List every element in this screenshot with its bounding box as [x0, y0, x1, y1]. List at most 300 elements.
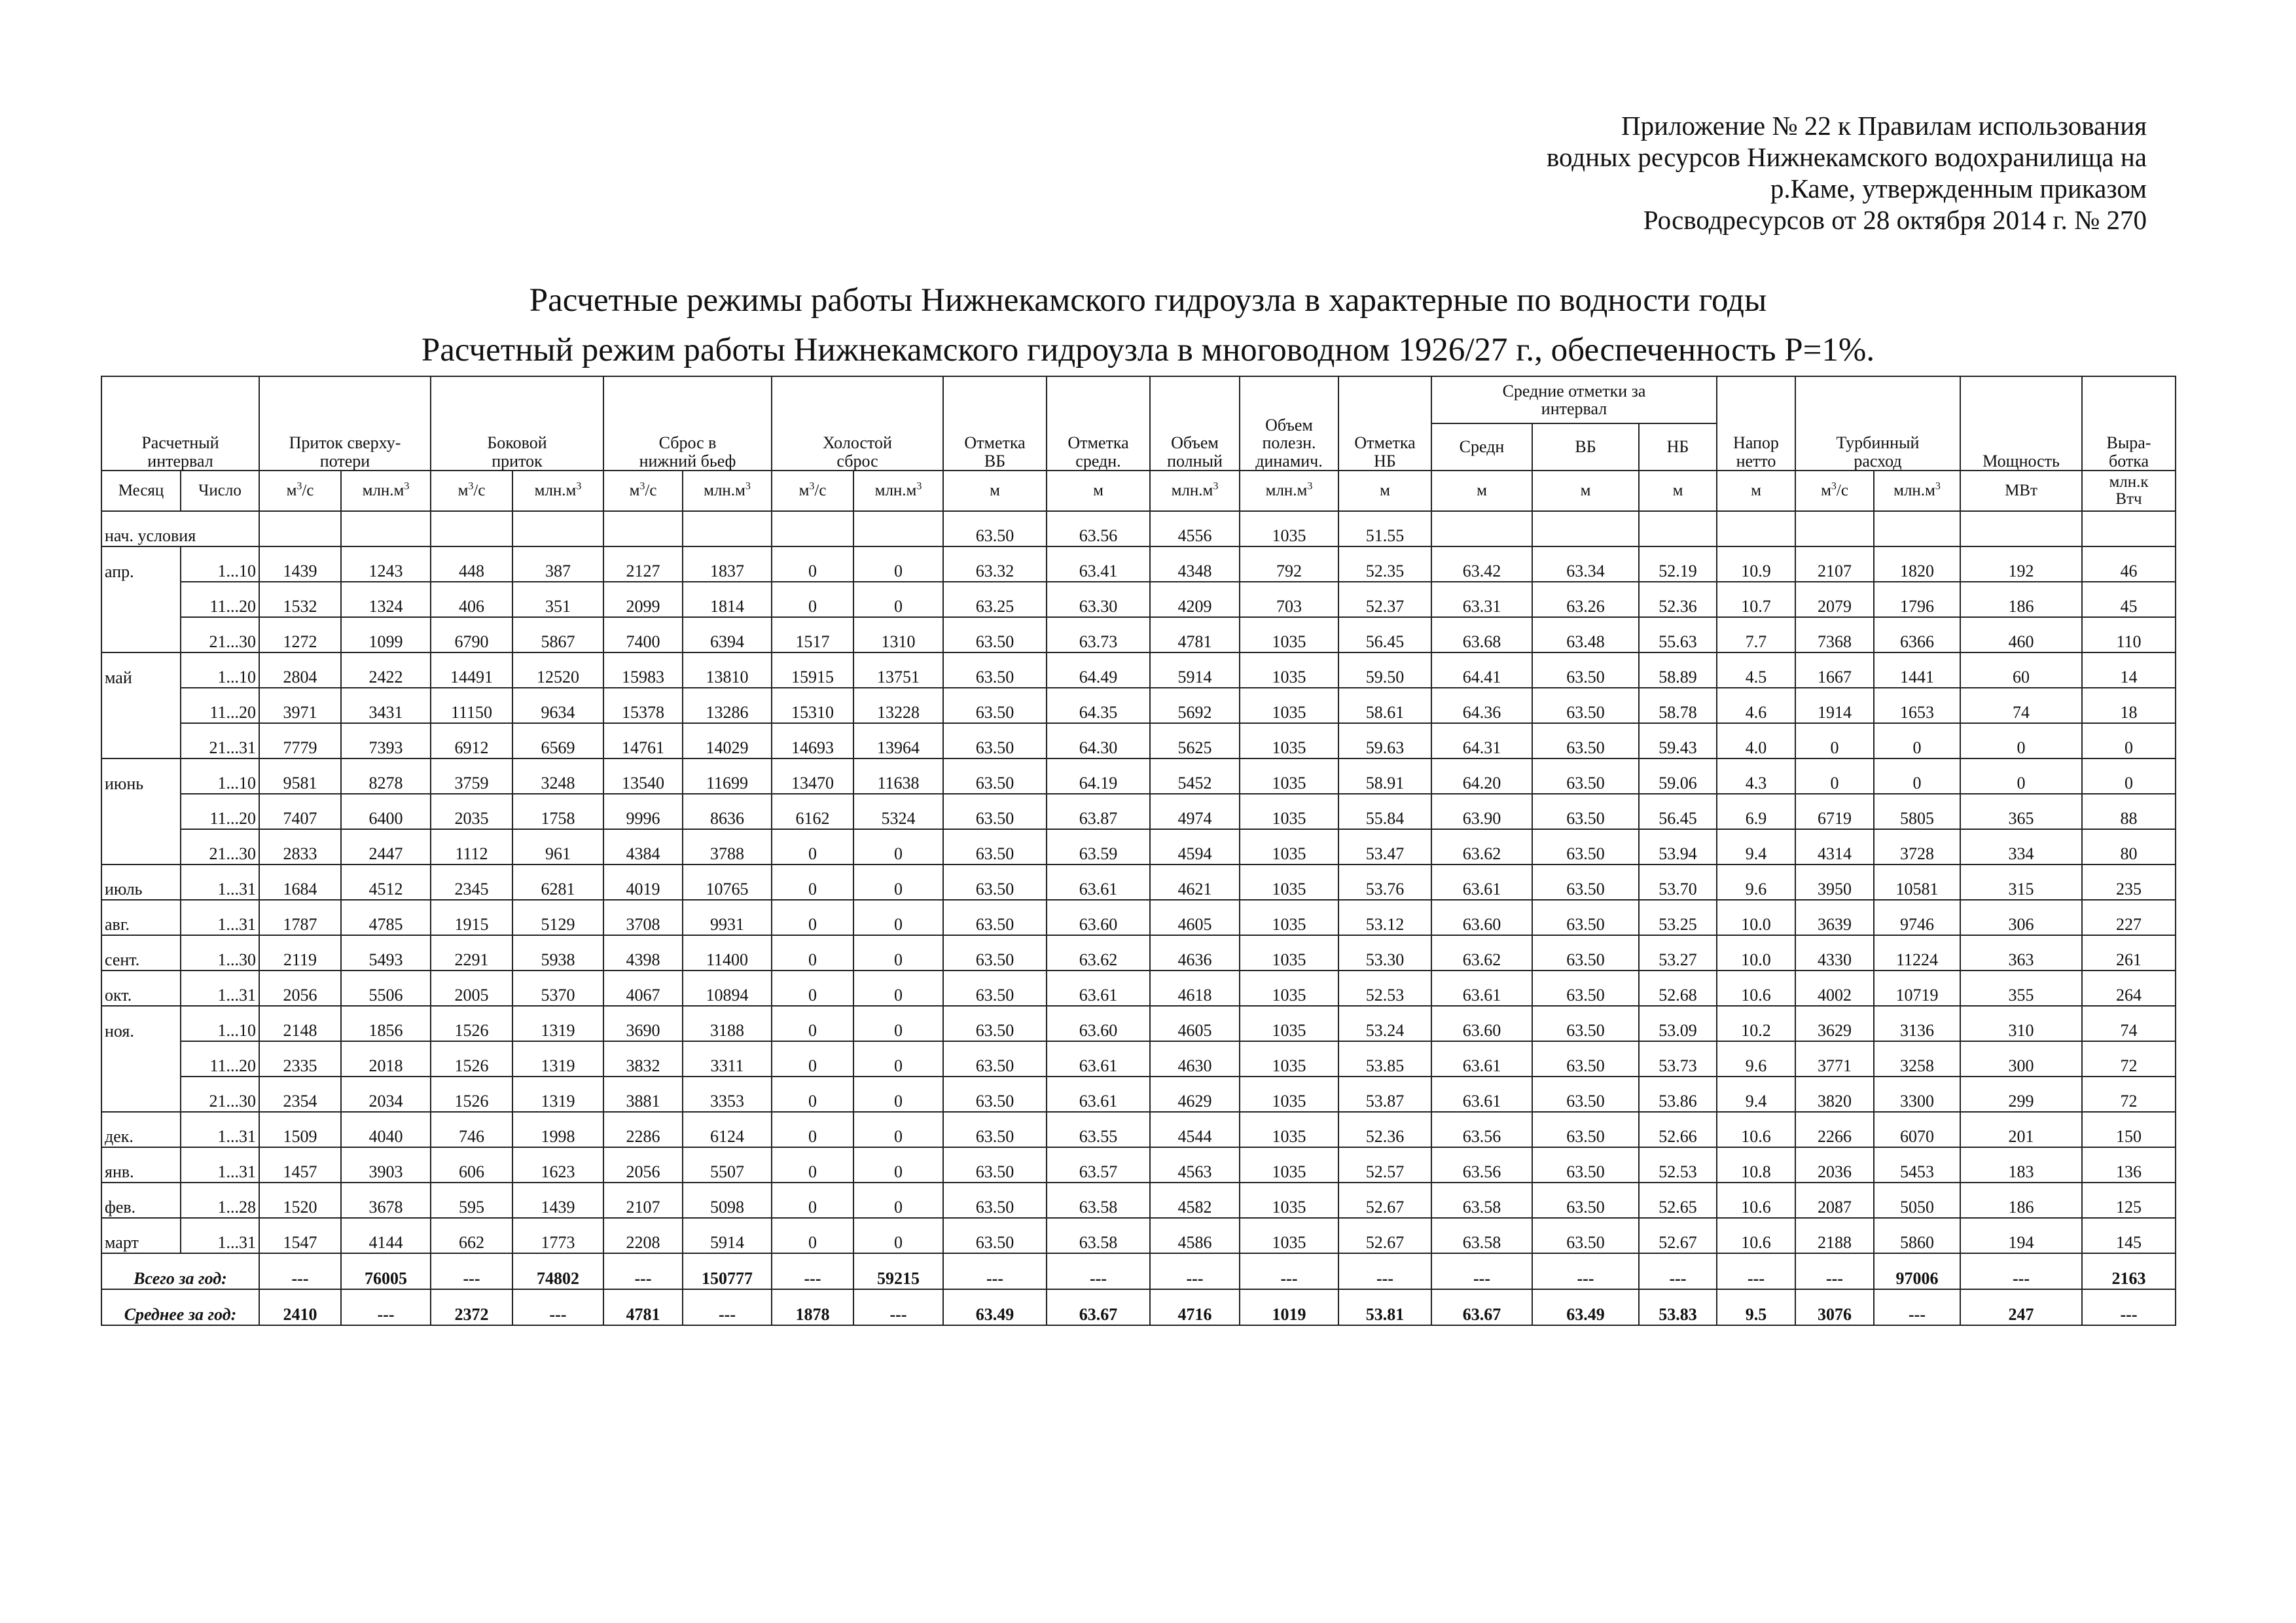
table-row — [101, 1147, 2176, 1183]
value-cell: 13751 — [853, 652, 943, 688]
value-cell: 3311 — [683, 1041, 772, 1077]
value-cell: 6.9 — [1717, 794, 1795, 829]
value-cell: 60 — [1960, 652, 2082, 688]
day-cell: 1...10 — [181, 546, 259, 582]
value-cell: 63.67 — [1431, 1289, 1532, 1325]
value-cell: --- — [1532, 1253, 1639, 1289]
value-cell: 10.0 — [1717, 935, 1795, 971]
value-cell: 334 — [1960, 829, 2082, 865]
value-cell: 64.20 — [1431, 758, 1532, 794]
value-cell: 4144 — [341, 1218, 431, 1253]
month-cell — [101, 829, 181, 865]
value-cell: 1439 — [259, 546, 341, 582]
value-cell: 64.35 — [1047, 688, 1150, 723]
month-cell — [101, 1077, 181, 1112]
table-row — [101, 829, 2176, 865]
value-cell: 53.30 — [1338, 935, 1431, 971]
value-cell: 63.62 — [1431, 829, 1532, 865]
value-cell: 52.67 — [1639, 1218, 1717, 1253]
value-cell: 12520 — [512, 652, 603, 688]
value-cell: 2148 — [259, 1006, 341, 1041]
value-cell: 9.6 — [1717, 865, 1795, 900]
value-cell: 3678 — [341, 1183, 431, 1218]
header-head: Напор нетто — [1717, 376, 1795, 471]
value-cell: 63.59 — [1047, 829, 1150, 865]
value-cell: 1532 — [259, 582, 341, 617]
value-cell: 5507 — [683, 1147, 772, 1183]
value-cell: 63.58 — [1431, 1183, 1532, 1218]
header-idle: Холостой сброс — [772, 376, 943, 471]
value-cell: 3639 — [1795, 900, 1874, 935]
value-cell: --- — [1431, 1253, 1532, 1289]
value-cell: 3136 — [1874, 1006, 1960, 1041]
value-cell: 45 — [2082, 582, 2176, 617]
value-cell: 63.61 — [1047, 865, 1150, 900]
value-cell: 52.66 — [1639, 1112, 1717, 1147]
value-cell: 63.50 — [1532, 1218, 1639, 1253]
unit-cell: $млн.м^3$ — [853, 471, 943, 511]
value-cell: 2335 — [259, 1041, 341, 1077]
value-cell: 4002 — [1795, 971, 1874, 1006]
value-cell: 13810 — [683, 652, 772, 688]
value-cell: 52.68 — [1639, 971, 1717, 1006]
month-cell: май — [101, 652, 181, 688]
value-cell: 64.36 — [1431, 688, 1532, 723]
value-cell: 6070 — [1874, 1112, 1960, 1147]
value-cell: 4618 — [1150, 971, 1240, 1006]
value-cell: 1310 — [853, 617, 943, 652]
value-cell: 63.26 — [1532, 582, 1639, 617]
value-cell: 1773 — [512, 1218, 603, 1253]
month-cell — [101, 582, 181, 617]
value-cell: 4781 — [603, 1289, 683, 1325]
table-row — [101, 900, 2176, 935]
value-cell: 1526 — [431, 1077, 512, 1112]
value-cell: 351 — [512, 582, 603, 617]
value-cell: 3903 — [341, 1147, 431, 1183]
value-cell: 55.84 — [1338, 794, 1431, 829]
value-cell: 2087 — [1795, 1183, 1874, 1218]
value-cell: 63.50 — [1532, 1041, 1639, 1077]
table-row — [101, 794, 2176, 829]
value-cell: 53.87 — [1338, 1077, 1431, 1112]
value-cell: --- — [1717, 1253, 1795, 1289]
value-cell: 0 — [853, 865, 943, 900]
value-cell: 1856 — [341, 1006, 431, 1041]
value-cell: 150777 — [683, 1253, 772, 1289]
document-subtitle: Расчетный режим работы Нижнекамского гидроузла в многоводном 1926/27 г., обеспеченность Р=1%. — [421, 332, 1875, 368]
value-cell: 53.83 — [1639, 1289, 1717, 1325]
value-cell: 53.47 — [1338, 829, 1431, 865]
header-mark-nb: Отметка НБ — [1338, 376, 1431, 471]
value-cell: --- — [1240, 1253, 1338, 1289]
table-row — [101, 546, 2176, 582]
value-cell: 63.50 — [943, 1218, 1047, 1253]
value-cell: 0 — [772, 1147, 853, 1183]
value-cell: 5324 — [853, 794, 943, 829]
value-cell: 3820 — [1795, 1077, 1874, 1112]
value-cell: 52.57 — [1338, 1147, 1431, 1183]
value-cell: 63.50 — [1532, 1006, 1639, 1041]
header-turbine: Турбинный расход — [1795, 376, 1960, 471]
value-cell: 2056 — [603, 1147, 683, 1183]
total-row-label: Всего за год: — [101, 1253, 259, 1289]
month-cell — [101, 723, 181, 758]
value-cell: 63.50 — [1532, 829, 1639, 865]
value-cell: --- — [1795, 1253, 1874, 1289]
value-cell: 6400 — [341, 794, 431, 829]
value-cell: 74 — [1960, 688, 2082, 723]
value-cell: 46 — [2082, 546, 2176, 582]
value-cell: 7368 — [1795, 617, 1874, 652]
total-row — [101, 1253, 2176, 1289]
value-cell: 10.0 — [1717, 900, 1795, 935]
value-cell: 58.89 — [1639, 652, 1717, 688]
value-cell: --- — [1874, 1289, 1960, 1325]
value-cell: 63.50 — [943, 723, 1047, 758]
value-cell: 1035 — [1240, 1112, 1338, 1147]
value-cell: 1035 — [1240, 1183, 1338, 1218]
day-cell: 1...10 — [181, 1006, 259, 1041]
table-row — [101, 971, 2176, 1006]
value-cell: 58.61 — [1338, 688, 1431, 723]
value-cell: 80 — [2082, 829, 2176, 865]
value-cell: 2410 — [259, 1289, 341, 1325]
initial-avg: 63.56 — [1047, 511, 1150, 546]
value-cell: 2034 — [341, 1077, 431, 1112]
value-cell: 606 — [431, 1147, 512, 1183]
table-row — [101, 1218, 2176, 1253]
value-cell: 7400 — [603, 617, 683, 652]
value-cell: 4785 — [341, 900, 431, 935]
header-lateral: Боковой приток — [431, 376, 603, 471]
value-cell: 0 — [772, 546, 853, 582]
table-row — [101, 652, 2176, 688]
value-cell: 1035 — [1240, 935, 1338, 971]
value-cell: 0 — [1795, 723, 1874, 758]
value-cell: 1758 — [512, 794, 603, 829]
value-cell: 63.50 — [1532, 1183, 1639, 1218]
value-cell: 7.7 — [1717, 617, 1795, 652]
day-cell: 1...10 — [181, 758, 259, 794]
value-cell: 63.41 — [1047, 546, 1150, 582]
value-cell: 3728 — [1874, 829, 1960, 865]
value-cell: 10894 — [683, 971, 772, 1006]
month-cell: окт. — [101, 971, 181, 1006]
value-cell: 13228 — [853, 688, 943, 723]
month-cell: сент. — [101, 935, 181, 971]
value-cell: 3832 — [603, 1041, 683, 1077]
value-cell: 11150 — [431, 688, 512, 723]
value-cell: --- — [1960, 1253, 2082, 1289]
unit-cell: м — [1338, 471, 1431, 511]
value-cell: 4348 — [1150, 546, 1240, 582]
value-cell: 14693 — [772, 723, 853, 758]
value-cell: 63.31 — [1431, 582, 1532, 617]
month-cell — [101, 794, 181, 829]
value-cell: 13470 — [772, 758, 853, 794]
header-power: Мощность — [1960, 376, 2082, 471]
value-cell: --- — [259, 1253, 341, 1289]
value-cell: 63.50 — [943, 652, 1047, 688]
value-cell: 2208 — [603, 1218, 683, 1253]
month-cell: март — [101, 1218, 181, 1253]
value-cell: 6719 — [1795, 794, 1874, 829]
value-cell: 63.50 — [1532, 758, 1639, 794]
value-cell: 1526 — [431, 1041, 512, 1077]
value-cell: 63.50 — [943, 1041, 1047, 1077]
value-cell: 0 — [1960, 723, 2082, 758]
value-cell: 0 — [772, 1183, 853, 1218]
value-cell: 64.41 — [1431, 652, 1532, 688]
value-cell: 59.50 — [1338, 652, 1431, 688]
unit-cell: м — [1047, 471, 1150, 511]
value-cell: 13540 — [603, 758, 683, 794]
day-cell: 21...30 — [181, 617, 259, 652]
value-cell: 52.35 — [1338, 546, 1431, 582]
value-cell: 9.4 — [1717, 829, 1795, 865]
value-cell: 0 — [772, 1112, 853, 1147]
value-cell: 4636 — [1150, 935, 1240, 971]
value-cell: 1035 — [1240, 688, 1338, 723]
value-cell: 1035 — [1240, 794, 1338, 829]
value-cell: 4586 — [1150, 1218, 1240, 1253]
value-cell: 18 — [2082, 688, 2176, 723]
month-cell: дек. — [101, 1112, 181, 1147]
header-interval: Расчетный интервал — [101, 376, 259, 471]
value-cell: 7779 — [259, 723, 341, 758]
table-row — [101, 1041, 2176, 1077]
value-cell: 63.25 — [943, 582, 1047, 617]
document-title: Расчетные режимы работы Нижнекамского гидроузла в характерные по водности годы — [529, 282, 1767, 319]
value-cell: 63.50 — [1532, 794, 1639, 829]
table-row — [101, 1183, 2176, 1218]
value-cell: 63.68 — [1431, 617, 1532, 652]
value-cell: 1035 — [1240, 723, 1338, 758]
value-cell: 0 — [1874, 723, 1960, 758]
value-cell: 3629 — [1795, 1006, 1874, 1041]
value-cell: 4781 — [1150, 617, 1240, 652]
value-cell: 3788 — [683, 829, 772, 865]
value-cell: 1623 — [512, 1147, 603, 1183]
value-cell: 63.67 — [1047, 1289, 1150, 1325]
value-cell: 63.60 — [1047, 1006, 1150, 1041]
value-cell: 63.50 — [1532, 652, 1639, 688]
value-cell: 0 — [1960, 758, 2082, 794]
value-cell: 4209 — [1150, 582, 1240, 617]
value-cell: 7393 — [341, 723, 431, 758]
value-cell: 9.4 — [1717, 1077, 1795, 1112]
value-cell: 76005 — [341, 1253, 431, 1289]
value-cell: 363 — [1960, 935, 2082, 971]
value-cell: 150 — [2082, 1112, 2176, 1147]
value-cell: 1457 — [259, 1147, 341, 1183]
unit-cell: м — [1639, 471, 1717, 511]
value-cell: 1035 — [1240, 829, 1338, 865]
value-cell: 0 — [853, 1147, 943, 1183]
value-cell: 10.6 — [1717, 971, 1795, 1006]
value-cell: 63.62 — [1431, 935, 1532, 971]
header-inflow: Приток сверху- потери — [259, 376, 431, 471]
value-cell: 1035 — [1240, 1147, 1338, 1183]
initial-vb: 63.50 — [943, 511, 1047, 546]
month-cell — [101, 1041, 181, 1077]
value-cell: 6162 — [772, 794, 853, 829]
value-cell: 192 — [1960, 546, 2082, 582]
value-cell: 63.50 — [943, 1147, 1047, 1183]
value-cell: 63.61 — [1047, 971, 1150, 1006]
value-cell: 2266 — [1795, 1112, 1874, 1147]
value-cell: 6366 — [1874, 617, 1960, 652]
value-cell: 52.53 — [1639, 1147, 1717, 1183]
value-cell: 2447 — [341, 829, 431, 865]
value-cell: 0 — [2082, 723, 2176, 758]
day-cell: 1...31 — [181, 971, 259, 1006]
average-row — [101, 1289, 2176, 1325]
value-cell: 5805 — [1874, 794, 1960, 829]
initial-useful: 1035 — [1240, 511, 1338, 546]
value-cell: 56.45 — [1639, 794, 1717, 829]
month-cell: июнь — [101, 758, 181, 794]
value-cell: 1035 — [1240, 1077, 1338, 1112]
value-cell: 63.58 — [1047, 1218, 1150, 1253]
value-cell: 4.0 — [1717, 723, 1795, 758]
table-row — [101, 1112, 2176, 1147]
value-cell: 4563 — [1150, 1147, 1240, 1183]
value-cell: 63.87 — [1047, 794, 1150, 829]
value-cell: 59.06 — [1639, 758, 1717, 794]
value-cell: --- — [431, 1253, 512, 1289]
value-cell: 14491 — [431, 652, 512, 688]
value-cell: 0 — [772, 582, 853, 617]
value-cell: 3248 — [512, 758, 603, 794]
appendix-line-4: Росводресурсов от 28 октября 2014 г. № 270 — [1643, 205, 2147, 235]
value-cell: 310 — [1960, 1006, 2082, 1041]
value-cell: 0 — [772, 900, 853, 935]
value-cell: 792 — [1240, 546, 1338, 582]
value-cell: 1914 — [1795, 688, 1874, 723]
value-cell: 5914 — [683, 1218, 772, 1253]
value-cell: 63.50 — [1532, 1112, 1639, 1147]
value-cell: 4605 — [1150, 900, 1240, 935]
value-cell: 10765 — [683, 865, 772, 900]
unit-cell: $м^3/с$ — [1795, 471, 1874, 511]
value-cell: 0 — [853, 1183, 943, 1218]
value-cell: 2107 — [603, 1183, 683, 1218]
value-cell: 235 — [2082, 865, 2176, 900]
value-cell: 63.57 — [1047, 1147, 1150, 1183]
value-cell: 74 — [2082, 1006, 2176, 1041]
value-cell: 1520 — [259, 1183, 341, 1218]
value-cell: 58.78 — [1639, 688, 1717, 723]
value-cell: 74802 — [512, 1253, 603, 1289]
value-cell: 14029 — [683, 723, 772, 758]
value-cell: 3258 — [1874, 1041, 1960, 1077]
value-cell: 9746 — [1874, 900, 1960, 935]
value-cell: 3950 — [1795, 865, 1874, 900]
value-cell: 9931 — [683, 900, 772, 935]
value-cell: 63.61 — [1431, 971, 1532, 1006]
value-cell: 63.62 — [1047, 935, 1150, 971]
value-cell: 63.50 — [943, 617, 1047, 652]
units-row — [101, 471, 2176, 511]
value-cell: 0 — [772, 971, 853, 1006]
value-cell: 5914 — [1150, 652, 1240, 688]
value-cell: 9.6 — [1717, 1041, 1795, 1077]
unit-cell: м — [943, 471, 1047, 511]
unit-cell: $млн.м^3$ — [1874, 471, 1960, 511]
value-cell: 5098 — [683, 1183, 772, 1218]
value-cell: 4398 — [603, 935, 683, 971]
value-cell: 53.86 — [1639, 1077, 1717, 1112]
value-cell: 64.31 — [1431, 723, 1532, 758]
value-cell: 0 — [853, 1218, 943, 1253]
value-cell: 300 — [1960, 1041, 2082, 1077]
value-cell: 1653 — [1874, 688, 1960, 723]
unit-cell: $млн.м^3$ — [683, 471, 772, 511]
value-cell: 1112 — [431, 829, 512, 865]
value-cell: 746 — [431, 1112, 512, 1147]
value-cell: 2422 — [341, 652, 431, 688]
header-volume-full: Объем полный — [1150, 376, 1240, 471]
value-cell: 63.50 — [943, 1183, 1047, 1218]
value-cell: 3708 — [603, 900, 683, 935]
day-cell: 1...31 — [181, 1218, 259, 1253]
value-cell: 1796 — [1874, 582, 1960, 617]
value-cell: 1243 — [341, 546, 431, 582]
value-cell: 136 — [2082, 1147, 2176, 1183]
value-cell: 63.73 — [1047, 617, 1150, 652]
value-cell: 59.43 — [1639, 723, 1717, 758]
value-cell: 59.63 — [1338, 723, 1431, 758]
value-cell: --- — [1150, 1253, 1240, 1289]
value-cell: 10.6 — [1717, 1112, 1795, 1147]
value-cell: 3300 — [1874, 1077, 1960, 1112]
value-cell: 183 — [1960, 1147, 2082, 1183]
value-cell: 63.50 — [943, 758, 1047, 794]
value-cell: 63.34 — [1532, 546, 1639, 582]
value-cell: 662 — [431, 1218, 512, 1253]
value-cell: 0 — [772, 1077, 853, 1112]
value-cell: 63.50 — [1532, 1077, 1639, 1112]
unit-cell: $м^3/с$ — [431, 471, 512, 511]
value-cell: 1517 — [772, 617, 853, 652]
value-cell: 1439 — [512, 1183, 603, 1218]
month-cell — [101, 688, 181, 723]
value-cell: 0 — [1795, 758, 1874, 794]
value-cell: 63.50 — [1532, 971, 1639, 1006]
value-cell: 59215 — [853, 1253, 943, 1289]
value-cell: 53.81 — [1338, 1289, 1431, 1325]
value-cell: 1509 — [259, 1112, 341, 1147]
value-cell: 1319 — [512, 1077, 603, 1112]
value-cell: 15983 — [603, 652, 683, 688]
value-cell: 0 — [853, 1077, 943, 1112]
value-cell: 52.65 — [1639, 1183, 1717, 1218]
table-row — [101, 617, 2176, 652]
value-cell: 4974 — [1150, 794, 1240, 829]
value-cell: 11638 — [853, 758, 943, 794]
month-cell: фев. — [101, 1183, 181, 1218]
value-cell: 8636 — [683, 794, 772, 829]
value-cell: 63.60 — [1047, 900, 1150, 935]
initial-label: нач. условия — [101, 511, 259, 546]
value-cell: 961 — [512, 829, 603, 865]
value-cell: 9996 — [603, 794, 683, 829]
value-cell: 2345 — [431, 865, 512, 900]
unit-cell: $м^3/с$ — [259, 471, 341, 511]
value-cell: 1998 — [512, 1112, 603, 1147]
